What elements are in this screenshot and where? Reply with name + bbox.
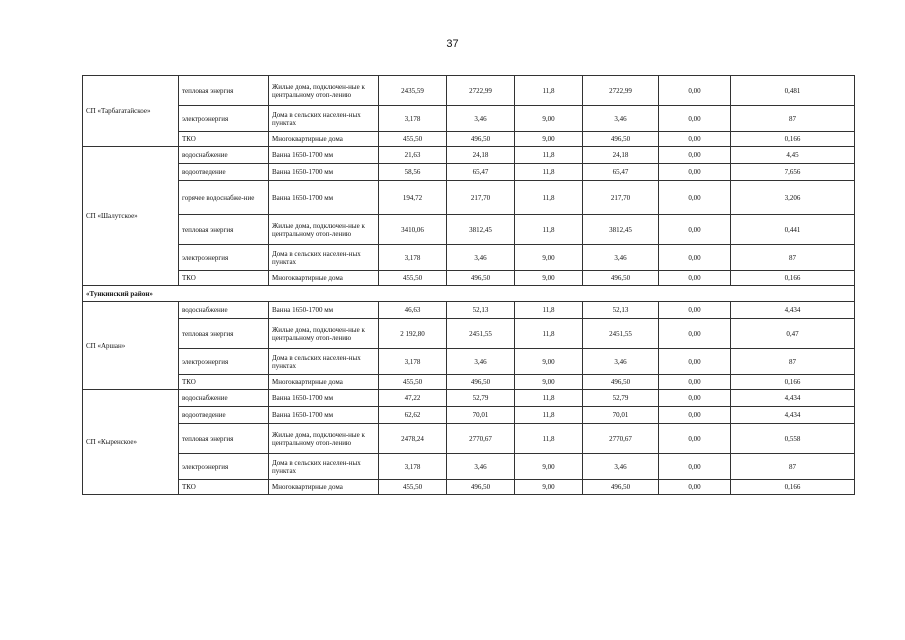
value-cell: 46,63 xyxy=(379,302,447,319)
value-cell: 9,00 xyxy=(515,106,583,132)
value-cell: 4,45 xyxy=(731,147,855,164)
consumer-cell: Жилые дома, подключен-ные к центральному отоп-лению xyxy=(269,319,379,349)
settlement-name: СП «Тарбагатайское» xyxy=(83,76,179,147)
settlement-name: СП «Шалутское» xyxy=(83,147,179,286)
table-row xyxy=(83,319,855,349)
table-row xyxy=(83,164,855,181)
value-cell: 496,50 xyxy=(583,271,659,286)
value-cell: 3,178 xyxy=(379,349,447,375)
value-cell: 70,01 xyxy=(447,407,515,424)
value-cell: 0,481 xyxy=(731,76,855,106)
consumer-cell: Ванна 1650-1700 мм xyxy=(269,164,379,181)
resource-cell: водоснабжение xyxy=(179,147,269,164)
value-cell: 2770,67 xyxy=(583,424,659,454)
value-cell: 0,00 xyxy=(659,349,731,375)
value-cell: 62,62 xyxy=(379,407,447,424)
resource-cell: тепловая энергия xyxy=(179,76,269,106)
table-row xyxy=(83,181,855,215)
value-cell: 0,00 xyxy=(659,164,731,181)
value-cell: 496,50 xyxy=(583,375,659,390)
value-cell: 0,441 xyxy=(731,215,855,245)
value-cell: 47,22 xyxy=(379,390,447,407)
table-row xyxy=(83,407,855,424)
value-cell: 0,00 xyxy=(659,480,731,495)
consumer-cell: Дома в сельских населен-ных пунктах xyxy=(269,454,379,480)
value-cell: 455,50 xyxy=(379,375,447,390)
value-cell: 0,00 xyxy=(659,454,731,480)
value-cell: 9,00 xyxy=(515,454,583,480)
value-cell: 3,206 xyxy=(731,181,855,215)
table-row xyxy=(83,106,855,132)
value-cell: 0,00 xyxy=(659,375,731,390)
value-cell: 9,00 xyxy=(515,132,583,147)
value-cell: 9,00 xyxy=(515,245,583,271)
value-cell: 11,8 xyxy=(515,215,583,245)
value-cell: 11,8 xyxy=(515,302,583,319)
resource-cell: ТКО xyxy=(179,271,269,286)
value-cell: 3,46 xyxy=(447,349,515,375)
value-cell: 3,46 xyxy=(583,245,659,271)
value-cell: 70,01 xyxy=(583,407,659,424)
value-cell: 24,18 xyxy=(583,147,659,164)
value-cell: 217,70 xyxy=(583,181,659,215)
resource-cell: электроэнергия xyxy=(179,245,269,271)
section-title: «Тункинский район» xyxy=(83,286,855,302)
resource-cell: водоотведение xyxy=(179,407,269,424)
section-row xyxy=(83,286,855,302)
table-row xyxy=(83,480,855,495)
value-cell: 2722,99 xyxy=(583,76,659,106)
value-cell: 0,166 xyxy=(731,480,855,495)
consumer-cell: Ванна 1650-1700 мм xyxy=(269,181,379,215)
value-cell: 9,00 xyxy=(515,480,583,495)
value-cell: 7,656 xyxy=(731,164,855,181)
resource-cell: электроэнергия xyxy=(179,454,269,480)
value-cell: 11,8 xyxy=(515,147,583,164)
resource-cell: электроэнергия xyxy=(179,349,269,375)
value-cell: 496,50 xyxy=(447,480,515,495)
value-cell: 9,00 xyxy=(515,375,583,390)
value-cell: 496,50 xyxy=(447,375,515,390)
value-cell: 0,00 xyxy=(659,424,731,454)
value-cell: 87 xyxy=(731,454,855,480)
consumer-cell: Дома в сельских населен-ных пунктах xyxy=(269,245,379,271)
value-cell: 52,79 xyxy=(583,390,659,407)
value-cell: 11,8 xyxy=(515,76,583,106)
value-cell: 2451,55 xyxy=(583,319,659,349)
consumer-cell: Ванна 1650-1700 мм xyxy=(269,390,379,407)
table-row xyxy=(83,454,855,480)
value-cell: 0,47 xyxy=(731,319,855,349)
value-cell: 0,558 xyxy=(731,424,855,454)
value-cell: 455,50 xyxy=(379,480,447,495)
value-cell: 9,00 xyxy=(515,349,583,375)
value-cell: 3812,45 xyxy=(447,215,515,245)
consumer-cell: Многоквартирные дома xyxy=(269,132,379,147)
value-cell: 0,166 xyxy=(731,375,855,390)
table-row xyxy=(83,76,855,106)
value-cell: 0,166 xyxy=(731,132,855,147)
value-cell: 3,46 xyxy=(583,454,659,480)
resource-cell: ТКО xyxy=(179,132,269,147)
table-row xyxy=(83,424,855,454)
value-cell: 194,72 xyxy=(379,181,447,215)
value-cell: 3,46 xyxy=(447,106,515,132)
value-cell: 58,56 xyxy=(379,164,447,181)
value-cell: 24,18 xyxy=(447,147,515,164)
settlement-name: СП «Кыренское» xyxy=(83,390,179,495)
value-cell: 2770,67 xyxy=(447,424,515,454)
value-cell: 3,178 xyxy=(379,106,447,132)
value-cell: 3,46 xyxy=(583,349,659,375)
value-cell: 455,50 xyxy=(379,271,447,286)
value-cell: 0,00 xyxy=(659,407,731,424)
value-cell: 21,63 xyxy=(379,147,447,164)
consumer-cell: Жилые дома, подключен-ные к центральному отоп-лению xyxy=(269,76,379,106)
value-cell: 0,00 xyxy=(659,245,731,271)
table-row xyxy=(83,245,855,271)
table-row xyxy=(83,375,855,390)
value-cell: 455,50 xyxy=(379,132,447,147)
resource-cell: тепловая энергия xyxy=(179,319,269,349)
value-cell: 65,47 xyxy=(447,164,515,181)
settlement-name: СП «Аршан» xyxy=(83,302,179,390)
value-cell: 52,13 xyxy=(447,302,515,319)
resource-cell: ТКО xyxy=(179,480,269,495)
consumer-cell: Дома в сельских населен-ных пунктах xyxy=(269,349,379,375)
value-cell: 217,70 xyxy=(447,181,515,215)
value-cell: 11,8 xyxy=(515,164,583,181)
value-cell: 0,00 xyxy=(659,390,731,407)
consumer-cell: Многоквартирные дома xyxy=(269,480,379,495)
value-cell: 9,00 xyxy=(515,271,583,286)
value-cell: 0,00 xyxy=(659,215,731,245)
tariff-table xyxy=(82,75,855,495)
resource-cell: водоснабжение xyxy=(179,390,269,407)
table-row xyxy=(83,271,855,286)
value-cell: 87 xyxy=(731,245,855,271)
consumer-cell: Жилые дома, подключен-ные к центральному отоп-лению xyxy=(269,424,379,454)
value-cell: 52,13 xyxy=(583,302,659,319)
value-cell: 3812,45 xyxy=(583,215,659,245)
value-cell: 0,00 xyxy=(659,319,731,349)
table-row xyxy=(83,390,855,407)
table-row xyxy=(83,215,855,245)
value-cell: 11,8 xyxy=(515,319,583,349)
value-cell: 496,50 xyxy=(447,271,515,286)
resource-cell: ТКО xyxy=(179,375,269,390)
value-cell: 3,178 xyxy=(379,245,447,271)
value-cell: 0,00 xyxy=(659,271,731,286)
value-cell: 2435,59 xyxy=(379,76,447,106)
consumer-cell: Жилые дома, подключен-ные к центральному отоп-лению xyxy=(269,215,379,245)
value-cell: 3,46 xyxy=(583,106,659,132)
value-cell: 11,8 xyxy=(515,181,583,215)
value-cell: 496,50 xyxy=(583,480,659,495)
value-cell: 0,00 xyxy=(659,106,731,132)
resource-cell: водоотведение xyxy=(179,164,269,181)
page-number: 37 xyxy=(446,38,459,50)
table-row xyxy=(83,302,855,319)
resource-cell: электроэнергия xyxy=(179,106,269,132)
value-cell: 0,00 xyxy=(659,147,731,164)
value-cell: 11,8 xyxy=(515,424,583,454)
table-row xyxy=(83,147,855,164)
value-cell: 496,50 xyxy=(447,132,515,147)
value-cell: 11,8 xyxy=(515,407,583,424)
value-cell: 0,00 xyxy=(659,181,731,215)
value-cell: 3,46 xyxy=(447,245,515,271)
value-cell: 87 xyxy=(731,349,855,375)
consumer-cell: Ванна 1650-1700 мм xyxy=(269,147,379,164)
value-cell: 0,00 xyxy=(659,76,731,106)
value-cell: 52,79 xyxy=(447,390,515,407)
value-cell: 3410,06 xyxy=(379,215,447,245)
table-row xyxy=(83,349,855,375)
value-cell: 0,166 xyxy=(731,271,855,286)
resource-cell: горячее водоснабже-ние xyxy=(179,181,269,215)
value-cell: 4,434 xyxy=(731,302,855,319)
value-cell: 2 192,80 xyxy=(379,319,447,349)
value-cell: 2722,99 xyxy=(447,76,515,106)
resource-cell: водоснабжение xyxy=(179,302,269,319)
consumer-cell: Многоквартирные дома xyxy=(269,271,379,286)
consumer-cell: Ванна 1650-1700 мм xyxy=(269,302,379,319)
consumer-cell: Дома в сельских населен-ных пунктах xyxy=(269,106,379,132)
value-cell: 11,8 xyxy=(515,390,583,407)
consumer-cell: Ванна 1650-1700 мм xyxy=(269,407,379,424)
value-cell: 3,46 xyxy=(447,454,515,480)
value-cell: 2451,55 xyxy=(447,319,515,349)
consumer-cell: Многоквартирные дома xyxy=(269,375,379,390)
value-cell: 4,434 xyxy=(731,390,855,407)
table-row xyxy=(83,132,855,147)
resource-cell: тепловая энергия xyxy=(179,424,269,454)
value-cell: 3,178 xyxy=(379,454,447,480)
value-cell: 87 xyxy=(731,106,855,132)
value-cell: 4,434 xyxy=(731,407,855,424)
value-cell: 0,00 xyxy=(659,132,731,147)
value-cell: 0,00 xyxy=(659,302,731,319)
value-cell: 65,47 xyxy=(583,164,659,181)
resource-cell: тепловая энергия xyxy=(179,215,269,245)
value-cell: 496,50 xyxy=(583,132,659,147)
value-cell: 2478,24 xyxy=(379,424,447,454)
tariff-table-body xyxy=(83,76,855,495)
